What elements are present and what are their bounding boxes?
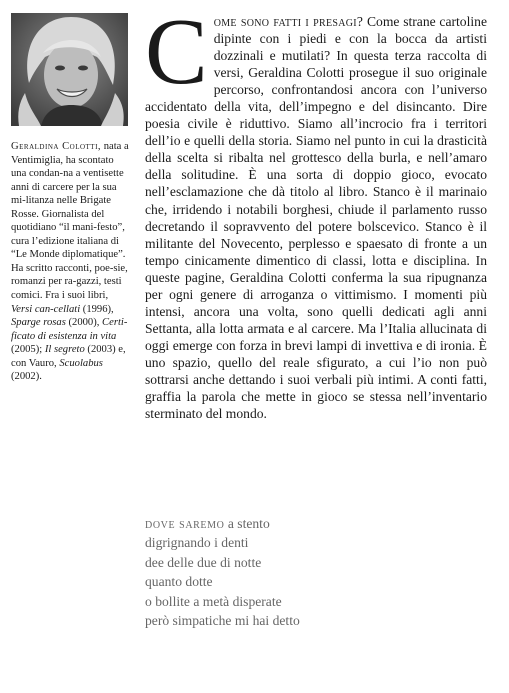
poem-line <box>145 514 485 533</box>
bio-text: (2005); <box>11 344 45 356</box>
poem-line: però simpatiche mi hai detto <box>145 613 300 629</box>
lead-question: ome sono fatti i presagi? <box>213 14 364 29</box>
book-description <box>145 0 487 422</box>
author-photo <box>11 13 128 126</box>
poem-line: o bollite a metà disperate <box>145 593 282 609</box>
bio-text: (2000), <box>65 317 103 329</box>
bio-text: (1996), <box>80 303 114 315</box>
book-title: Scuolabus <box>59 357 103 369</box>
bio-text: (2003) e, con Vauro, <box>11 344 126 369</box>
poem-first-words: dove saremo <box>145 516 225 531</box>
portrait-photo-icon <box>11 13 128 126</box>
poem-excerpt <box>145 514 485 630</box>
poem-first-rest: a stento <box>224 516 270 531</box>
book-title: Certi-ficato di esistenza in vita <box>11 317 128 342</box>
author-bio <box>11 140 130 384</box>
author-name: Geraldina Colotti, <box>11 141 102 152</box>
poem-line: quanto dotte <box>145 574 213 590</box>
bio-text: (2002). <box>11 371 42 383</box>
poem-line: digrignando i denti <box>145 535 249 551</box>
bio-text: nata a Ventimiglia, ha scontato una condan-na a ventisette anni di carcere per la sua mi-litanza nelle Brigate Rosse. Giornalista del quotidiano “il mani-festo”, cura l’edizione italiana di “Le Monde diplomatique”. Ha scritto racconti, poe-sie, romanzi per ra-gazzi, testi comici. Fra i suoi libri, <box>11 141 129 302</box>
poem-line: dee delle due di notte <box>145 554 262 570</box>
book-title: Versi can-cellati <box>11 303 81 315</box>
book-title: Sparge rosas <box>11 317 66 329</box>
description-body: Come strane cartoline dipinte con i piedi e con la bocca da artisti dozzinali e mutilati? In questa terza raccolta di versi, Geraldina Colotti prosegue il suo originale percorso, confrontandosi ancora con l’universo accidentato della vita, dell’impegno e del disincanto. Dire poesia civile è riduttivo. Siamo all’incrocio fra i territori dell’io e quelli della storia. Siamo nel punto in cui la drasticità della scelta si ribalta nel grottesco della burla, e nell’amaro della solitudine. È una sorta di doppio gioco, evocato nell’esclamazione che dà titolo al libro. Stanco è il marinaio che, irridendo i notabili borghesi, chiude il parlamento russo decretando il sopravvento del potere bolscevico. Stanco è il militante del Novecento, perplesso e spaesato di fronte a un tempo cinicamente dimentico di classi, lotta e disciplina. In queste pagine, Geraldina Colotti conferma la sua ripugnanza per ogni genere di arroganza o vittimismo. I momenti più intensi, ancora una volta, sono quelli dedicati agli anni Settanta, alla lotta armata e al carcere. Ma l’Italia allucinata di oggi emerge con forza in brevi lampi di invettiva e di ironia. È uno spazio, quello del reale sfigurato, a cui l’io non può sottrarsi anche dettando i suoi verbali più intimi. A conti fatti, graffia la parola che mette in gioco se stessa nell’inventario sterminato del mondo. <box>145 14 487 422</box>
book-title: Il segreto <box>44 344 85 356</box>
drop-cap: C <box>145 0 208 104</box>
